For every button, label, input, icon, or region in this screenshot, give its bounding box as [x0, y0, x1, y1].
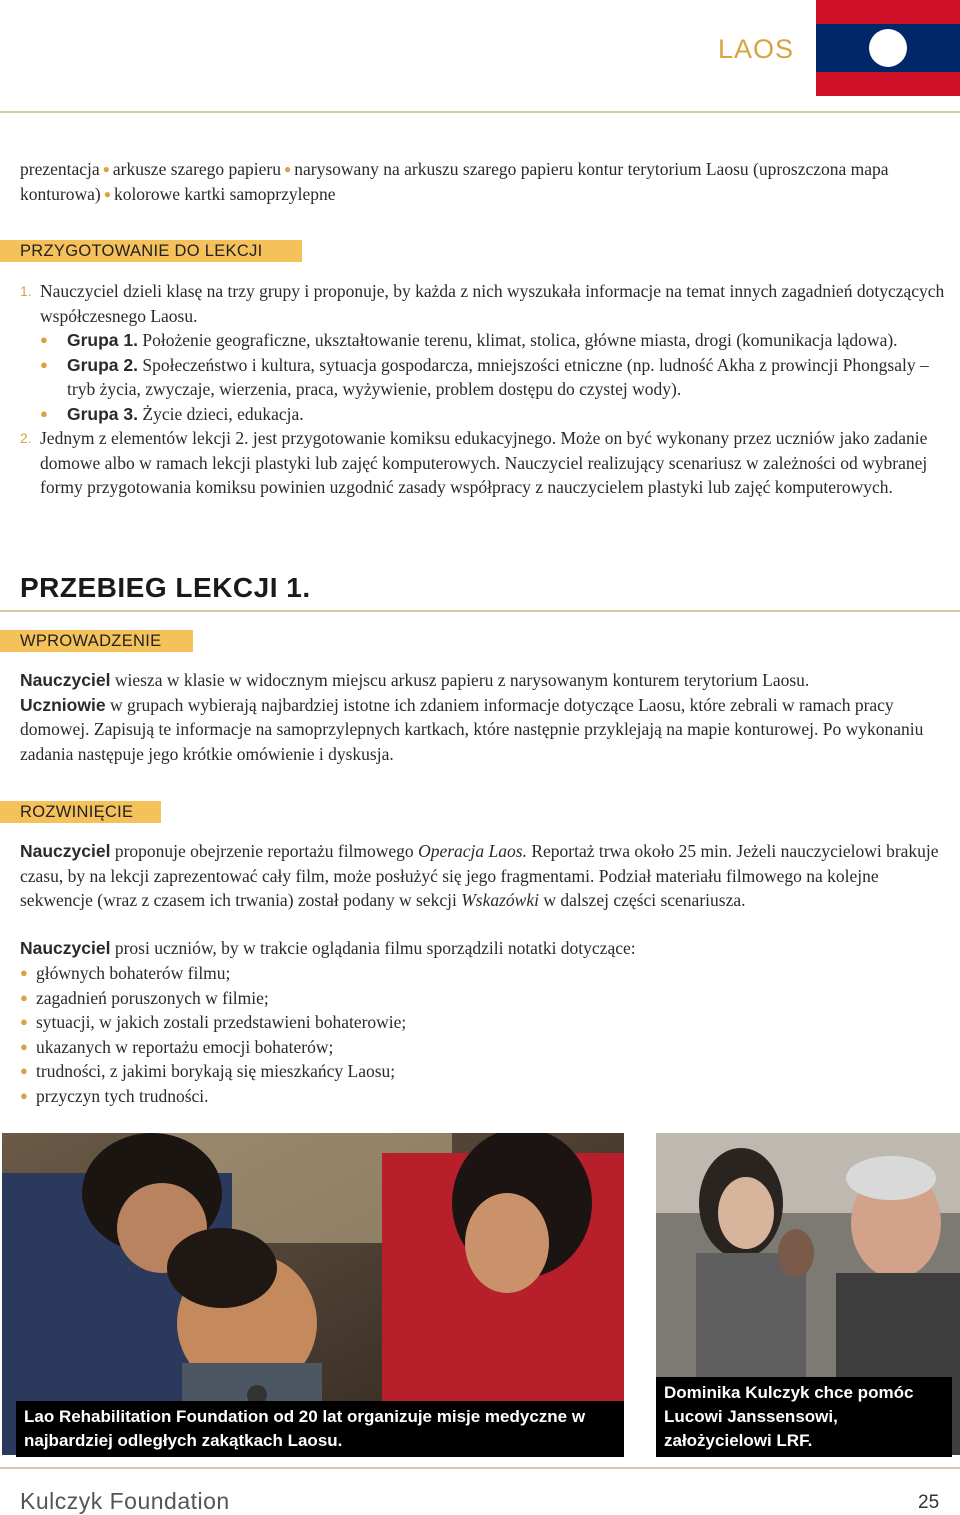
material-item: narysowany na arkuszu szarego papieru kontur terytorium Laosu (uproszczona mapa konturowa): [20, 159, 889, 204]
header-divider: [0, 111, 960, 113]
teacher-text: wiesza w klasie w widocznym miejscu arkusz papieru z narysowanym konturem terytorium Laosu.: [114, 670, 810, 690]
group-item: [40, 328, 945, 353]
list-item: [20, 1035, 940, 1060]
section-label-introduction: WPROWADZENIE: [0, 630, 193, 652]
students-label: Uczniowie: [20, 694, 106, 715]
bullet-dot-icon: ●: [20, 1038, 28, 1054]
preparation-list: [20, 279, 945, 500]
dev-text: prosi uczniów, by w trakcie oglądania filmu sporządzili notatki dotyczące:: [114, 938, 636, 958]
item-text: Jednym z elementów lekcji 2. jest przygotowanie komiksu edukacyjnego. Może on być wykonany przez uczniów jako zadanie domowe albo w ramach lekcji plastyki lub zajęć komputerowych. Nauczyciel realizujący scenariusz w zależności od wybranej formy przygotowania komiksu powinien uzgodnić zasady współpracy z nauczycielem plastyki lub zajęć komputerowych.: [40, 428, 928, 497]
group-item: [40, 353, 945, 402]
group-list: [40, 328, 945, 426]
item-text: Nauczyciel dzieli klasę na trzy grupy i proponuje, by każda z nich wyszukała informacje na temat innych zagadnień dotyczących współczesnego Laosu.: [40, 281, 945, 326]
bullet-dot-icon: ●: [20, 965, 28, 980]
bullet-dot-icon: ●: [20, 989, 28, 1005]
students-text: w grupach wybierają najbardziej istotne ich zdaniem informacje dotyczące Laosu, które zebrali w ramach pracy domowej. Zapisują te informacje na samoprzylepnych kartkach, które następnie przyklejają na mapie konturowej. Po wykonaniu zadania następuje jego krótkie omówienie i dyskusja.: [20, 694, 924, 764]
page-title: LAOS: [718, 34, 795, 64]
dev-paragraph-2: [20, 936, 945, 961]
dev-text: Reportaż trwa około 25 min. Jeżeli nauczycielowi brakuje czasu, by na lekcji zaprezentować cały film, może posłużyć się jego fragmentami. Podział materiału filmowego na kolejne sekwencje (wraz z czasem ich trwania) został podany w sekcji: [20, 841, 939, 910]
list-item: [20, 961, 940, 986]
intro-paragraph: [20, 668, 945, 766]
group-item: [40, 402, 945, 427]
list-item: [20, 1059, 940, 1084]
notes-list: [20, 961, 940, 1108]
footer-divider: [0, 1467, 960, 1469]
bullet-dot-icon: ●: [284, 162, 292, 176]
dev-text: proponuje obejrzenie reportażu filmowego: [114, 841, 414, 861]
group-text: Położenie geograficzne, ukształtowanie terenu, klimat, stolica, główne miasta, drogi (komunikacja lądowa).: [142, 330, 898, 350]
list-item-text: przyczyn tych trudności.: [36, 1085, 209, 1106]
list-item: [20, 1084, 940, 1109]
item-number: 1.: [20, 283, 32, 299]
list-item-text: trudności, z jakimi borykają się mieszkańcy Laosu;: [36, 1061, 396, 1081]
page-number: 25: [918, 1492, 940, 1513]
bullet-dot-icon: ●: [20, 1014, 28, 1029]
laos-flag-icon: [816, 0, 960, 96]
photo-caption-right: Dominika Kulczyk chce pomóc Lucowi Janssensowi, założycielowi LRF.: [656, 1377, 952, 1457]
group-text: Społeczeństwo i kultura, sytuacja gospodarcza, mniejszości etniczne (np. ludność Akha z prowincji Phongsaly – tryb życia, zwyczaje, wierzenia, praca, wyżywienie, problem dostępu do czystej wody).: [67, 354, 929, 399]
photo-caption-left: Lao Rehabilitation Foundation od 20 lat organizuje misje medyczne w najbardziej odległych zakątkach Laosu.: [16, 1401, 624, 1457]
list-item: [20, 1010, 940, 1035]
bullet-dot-icon: ●: [40, 356, 48, 372]
group-name: Grupa 3.: [67, 403, 138, 424]
group-text: Życie dzieci, edukacja.: [142, 403, 304, 424]
list-item-text: sytuacji, w jakich zostali przedstawieni bohaterowie;: [36, 1012, 407, 1032]
teacher-label: Nauczyciel: [20, 938, 111, 958]
list-item-text: zagadnień poruszonych w filmie;: [36, 987, 269, 1008]
list-item: [20, 279, 945, 426]
bullet-dot-icon: ●: [40, 405, 48, 421]
material-item: arkusze szarego papieru: [112, 159, 282, 179]
section-reference: Wskazówki: [461, 890, 539, 910]
group-name: Grupa 2.: [67, 354, 138, 375]
list-item: [20, 986, 940, 1011]
teacher-label: Nauczyciel: [20, 670, 111, 690]
bullet-dot-icon: ●: [20, 1087, 28, 1103]
lesson-heading: PRZEBIEG LEKCJI 1.: [20, 572, 311, 603]
bullet-dot-icon: ●: [102, 162, 110, 176]
group-name: Grupa 1.: [67, 330, 138, 350]
film-title: Operacja Laos.: [418, 841, 527, 861]
section-label-development: ROZWINIĘCIE: [0, 801, 161, 823]
list-item-text: ukazanych w reportażu emocji bohaterów;: [36, 1036, 334, 1057]
list-item-text: głównych bohaterów filmu;: [36, 963, 231, 983]
material-item: prezentacja: [20, 159, 100, 179]
material-item: kolorowe kartki samoprzylepne: [113, 183, 336, 204]
bullet-dot-icon: ●: [20, 1063, 28, 1078]
bullet-dot-icon: ●: [40, 332, 48, 347]
section-label-preparation: PRZYGOTOWANIE DO LEKCJI: [0, 240, 302, 262]
bullet-dot-icon: ●: [103, 186, 111, 201]
section-divider: [0, 610, 960, 612]
dev-text: w dalszej części scenariusza.: [543, 890, 746, 910]
item-number: 2.: [20, 430, 32, 446]
materials-list: [20, 157, 945, 206]
dev-paragraph-1: [20, 839, 945, 913]
list-item: [20, 426, 945, 500]
footer-organization: Kulczyk Foundation: [20, 1488, 230, 1514]
teacher-label: Nauczyciel: [20, 841, 111, 861]
